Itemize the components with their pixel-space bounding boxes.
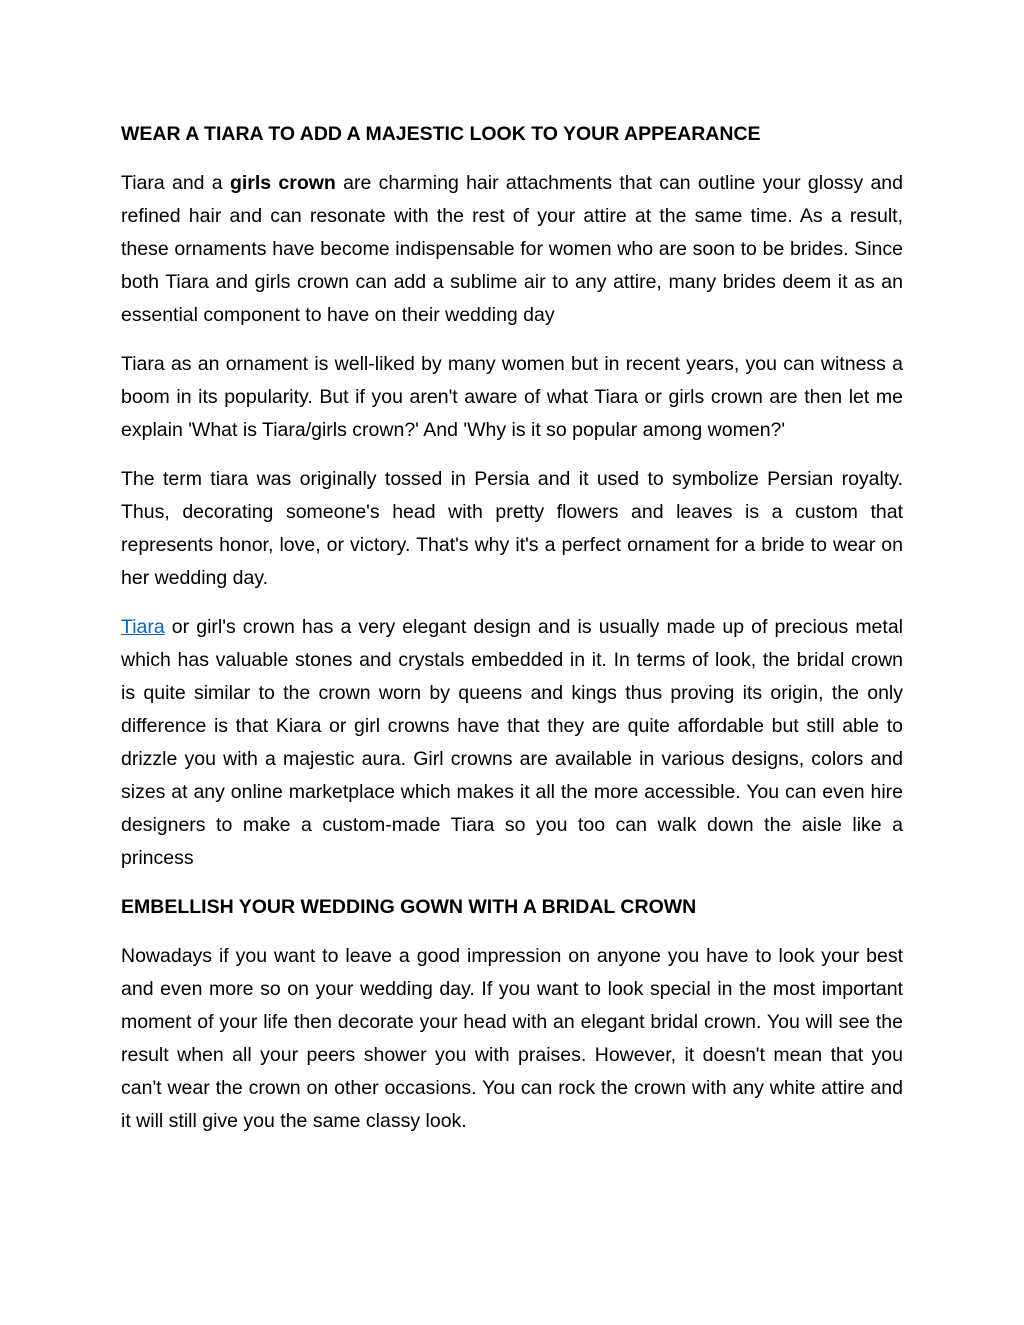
document-page: [121, 118, 903, 1154]
paragraph-text: or girl's crown has a very elegant design and is usually made up of precious metal which has valuable stones and crystals embedded in it. In terms of look, the bridal crown is quite similar to the crown worn by queens and kings thus proving its origin, the only difference is that Kiara or girl crowns have that they are quite affordable but still able to drizzle you with a majestic aura. Girl crowns are available in various designs, colors and sizes at any online marketplace which makes it all the more accessible. You can even hire designers to make a custom-made Tiara so you too can walk down the aisle like a princess: [121, 616, 903, 869]
paragraph-text: Tiara and a: [121, 172, 230, 194]
tiara-link[interactable]: Tiara: [121, 616, 165, 638]
paragraph-girls-crown-intro: [121, 167, 903, 332]
paragraph-text: are charming hair attachments that can outline your glossy and refined hair and can resonate with the rest of your attire at the same time. As a result, these ornaments have become indispensable for women who are soon to be brides. Since both Tiara and girls crown can add a sublime air to any attire, many brides deem it as an essential component to have on their wedding day: [121, 172, 903, 326]
paragraph-popularity: Tiara as an ornament is well-liked by many women but in recent years, you can witness a boom in its popularity. But if you aren't aware of what Tiara or girls crown are then let me explain 'What is Tiara/girls crown?' And 'Why is it so popular among women?': [121, 353, 903, 441]
bold-term-girls-crown: girls crown: [229, 172, 336, 194]
paragraph-history: The term tiara was originally tossed in Persia and it used to symbolize Persian royalty. Thus, decorating someone's head with pretty flowers and leaves is a custom that represents honor, love, or victory. That's why it's a perfect ornament for a bride to wear on her wedding day.: [121, 468, 903, 589]
paragraph-impression: Nowadays if you want to leave a good impression on anyone you have to look your best and even more so on your wedding day. If you want to look special in the most important moment of your life then decorate your head with an elegant bridal crown. You will see the result when all your peers shower you with praises. However, it doesn't mean that you can't wear the crown on other occasions. You can rock the crown with any white attire and it will still give you the same classy look.: [121, 945, 903, 1132]
section-heading-tiara: WEAR A TIARA TO ADD A MAJESTIC LOOK TO YOUR APPEARANCE: [121, 123, 761, 145]
section-heading-bridal-crown: EMBELLISH YOUR WEDDING GOWN WITH A BRIDAL CROWN: [121, 896, 697, 918]
paragraph-design: [121, 611, 903, 875]
